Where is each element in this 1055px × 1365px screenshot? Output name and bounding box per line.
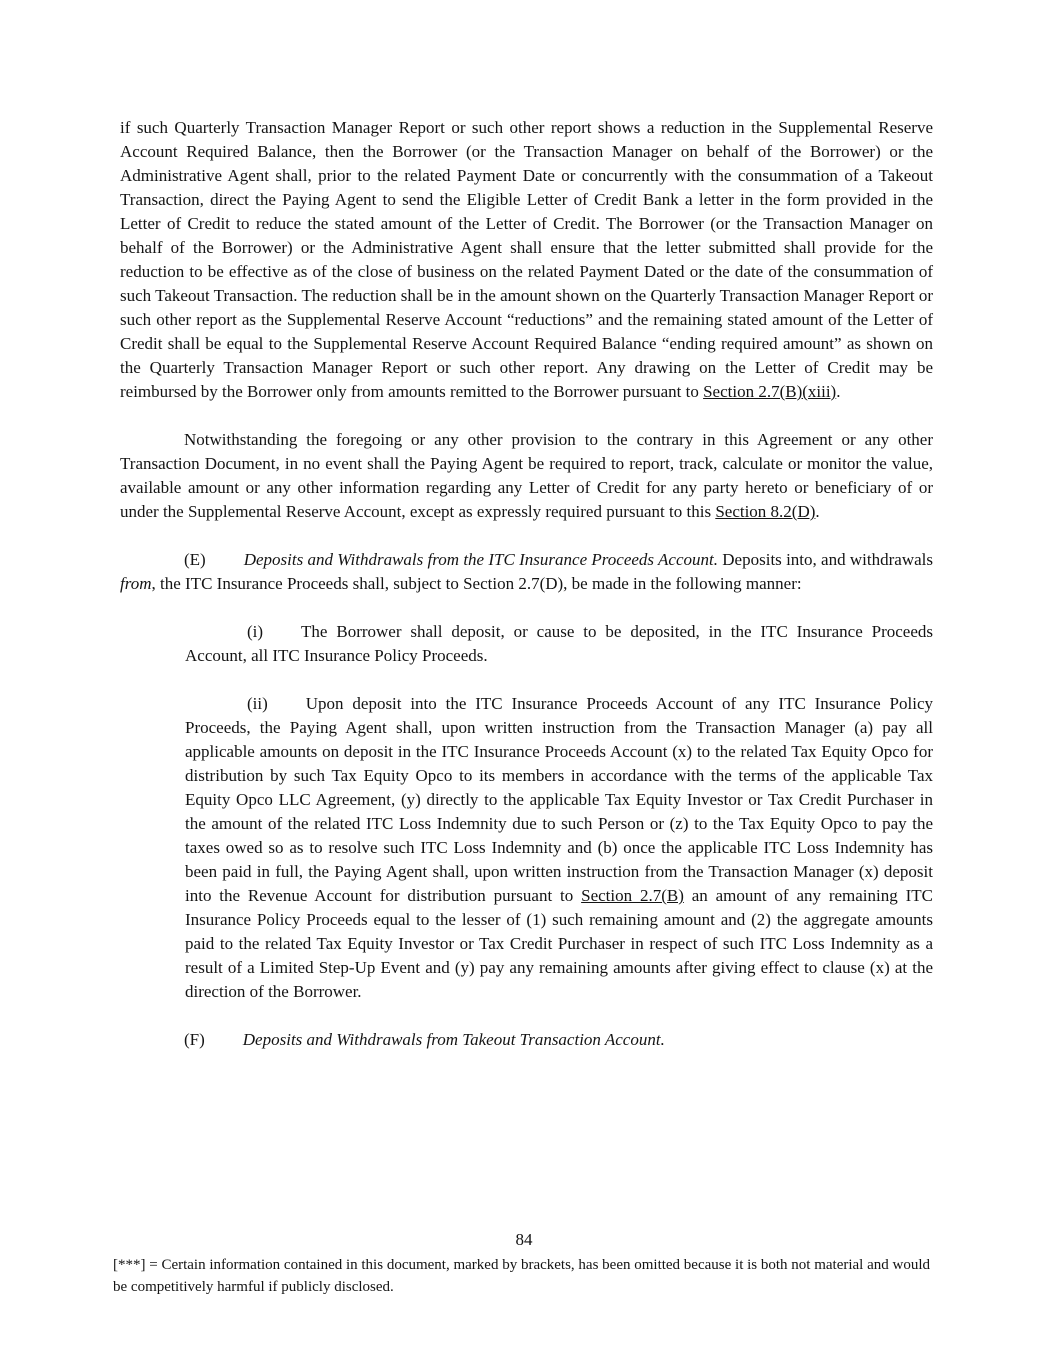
paragraph-letter-of-credit-reduction	[120, 116, 933, 404]
paragraph-clause-ii	[185, 692, 933, 1004]
text-run: Upon deposit into the ITC Insurance Proceeds Account of any ITC Insurance Policy Proceeds, the Paying Agent shall, upon written instruction from the Transaction Manager (a) pay all applicable amounts on deposit in the ITC Insurance Proceeds Account (x) to the related Tax Equity Opco for distribution by such Tax Equity Opco to its members in accordance with the terms of the applicable Tax Equity Opco LLC Agreement, (y) directly to the applicable Tax Equity Investor or Tax Credit Purchaser in the amount of the related ITC Loss Indemnity due to such Person or (z) to the Tax Equity Opco to pay the taxes owed so as to resolve such ITC Loss Indemnity and (b) once the applicable ITC Loss Indemnity has been paid in full, the Paying Agent shall, upon written instruction from the Transaction Manager (x) deposit into the Revenue Account for distribution pursuant to	[185, 694, 933, 905]
text-run: (F)	[184, 1030, 205, 1049]
text-run: Deposits and Withdrawals from the ITC Insurance Proceeds Account.	[243, 550, 718, 569]
text-run: from	[120, 574, 152, 593]
paragraph-clause-i	[185, 620, 933, 668]
text-run: (i)	[247, 622, 264, 641]
text-run: Deposits and Withdrawals from Takeout Transaction Account.	[242, 1030, 665, 1049]
text-run: .	[815, 502, 820, 521]
section-reference: Section 2.7(B)	[581, 886, 684, 905]
text-run: (ii)	[247, 694, 268, 713]
text-run: Deposits into, and withdrawals	[717, 550, 933, 569]
text-run: Notwithstanding the foregoing or any other provision to the contrary in this Agreement or any other Transaction Document, in no event shall the Paying Agent be required to report, track, calculate or monitor the value, available amount or any other information regarding any Letter of Credit for any party hereto or beneficiary of or under the Supplemental Reserve Account, except as expressly required pursuant to this	[120, 430, 933, 521]
document-body	[120, 116, 933, 1076]
page-number: 84	[515, 1230, 533, 1249]
text-run: if such Quarterly Transaction Manager Report or such other report shows a reduction in the Supplemental Reserve Account Required Balance, then the Borrower (or the Transaction Manager on behalf of the Borrower) or the Administrative Agent shall, prior to the related Payment Date or concurrently with the consummation of a Takeout Transaction, direct the Paying Agent to send the Eligible Letter of Credit Bank a letter in the form provided in the Letter of Credit to reduce the stated amount of the Letter of Credit. The Borrower (or the Transaction Manager on behalf of the Borrower) or the Administrative Agent shall ensure that the letter submitted shall provide for the reduction to be effective as of the close of business on the related Payment Dated or the date of the consummation of such Takeout Transaction. The reduction shall be in the amount shown on the Quarterly Transaction Manager Report or such other report as the Supplemental Reserve Account “reductions” and the remaining stated amount of the Letter of Credit shall be equal to the Supplemental Reserve Account Required Balance “ending required amount” as shown on the Quarterly Transaction Manager Report or such other report. Any drawing on the Letter of Credit may be reimbursed by the Borrower only from amounts remitted to the Borrower pursuant to	[120, 118, 933, 401]
text-run: The Borrower shall deposit, or cause to be deposited, in the ITC Insurance Proceeds Account, all ITC Insurance Policy Proceeds.	[185, 622, 933, 665]
section-reference: Section 8.2(D)	[715, 502, 816, 521]
text-run: (E)	[184, 550, 206, 569]
paragraph-section-e	[120, 548, 933, 596]
paragraph-notwithstanding	[120, 428, 933, 524]
page-footer	[113, 1228, 935, 1298]
section-reference: Section 2.7(B)(xiii)	[703, 382, 837, 401]
text-run: an amount of any remaining ITC Insurance Policy Proceeds equal to the lesser of (1) such remaining amount and (2) the aggregate amounts paid to the related Tax Equity Investor or Tax Credit Purchaser in respect of such ITC Loss Indemnity as a result of a Limited Step-Up Event and (y) pay any remaining amounts after giving effect to clause (x) at the direction of the Borrower.	[185, 886, 933, 1001]
footnote-text: [***] = Certain information contained in this document, marked by brackets, has been omitted because it is both not material and would be competitively harmful if publicly disclosed.	[113, 1257, 930, 1295]
paragraph-section-f	[120, 1028, 933, 1052]
text-run: , the ITC Insurance Proceeds shall, subject to Section 2.7(D), be made in the following manner:	[151, 574, 802, 593]
text-run: .	[836, 382, 841, 401]
